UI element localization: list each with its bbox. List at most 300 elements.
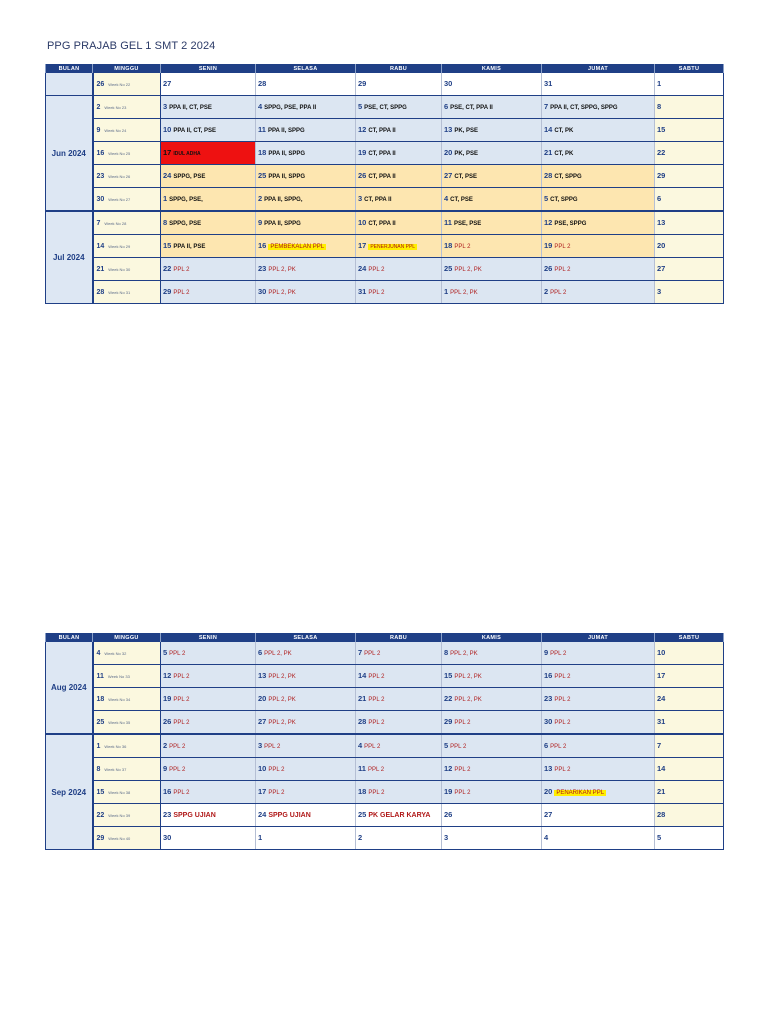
week-number: 25 — [96, 719, 105, 726]
day-number: 26 — [163, 717, 172, 726]
day-event: PPA II, SPPG — [264, 221, 301, 227]
saturday-cell — [655, 142, 724, 165]
day-number: 14 — [358, 671, 367, 680]
saturday-cell — [655, 211, 724, 235]
saturday-cell — [655, 73, 724, 96]
week-cell — [93, 119, 161, 142]
day-event: CT, PPA II — [368, 174, 396, 180]
day-cell — [161, 165, 256, 188]
day-cell — [356, 734, 442, 758]
week-label: Week No 24 — [104, 128, 127, 133]
day-cell-holiday — [161, 142, 256, 165]
saturday-cell — [655, 119, 724, 142]
day-cell — [356, 211, 442, 235]
saturday-cell — [655, 781, 724, 804]
day-number: 17 — [657, 671, 666, 680]
week-number: 7 — [96, 220, 101, 227]
day-event: CT, PK — [554, 128, 574, 134]
day-number: 10 — [657, 648, 666, 657]
col-header-jumat: JUMAT — [542, 633, 655, 642]
day-cell — [161, 73, 256, 96]
col-header-selasa: SELASA — [256, 633, 356, 642]
day-cell — [161, 211, 256, 235]
saturday-cell — [655, 734, 724, 758]
day-number: 13 — [544, 764, 553, 773]
col-header-minggu: MINGGU — [93, 633, 161, 642]
day-number: 9 — [163, 764, 168, 773]
day-cell — [356, 235, 442, 258]
day-cell — [161, 235, 256, 258]
week-number: 21 — [96, 266, 105, 273]
week-label: Week No 30 — [108, 267, 131, 272]
day-cell — [542, 665, 655, 688]
day-number: 29 — [163, 287, 172, 296]
day-number: 21 — [358, 694, 367, 703]
day-event: PPL 2 — [173, 790, 190, 796]
day-number: 13 — [657, 218, 666, 227]
day-event: PPL 2 — [368, 720, 385, 726]
day-number: 17 — [258, 787, 267, 796]
day-number: 16 — [544, 671, 553, 680]
page-title: PPG PRAJAB GEL 1 SMT 2 2024 — [47, 40, 216, 52]
table-row — [46, 734, 724, 758]
day-cell — [256, 688, 356, 711]
header-row — [46, 64, 724, 73]
day-number: 8 — [163, 218, 168, 227]
day-cell — [542, 96, 655, 119]
day-event: PPL 2 — [550, 290, 567, 296]
day-cell — [356, 258, 442, 281]
day-event: PPL 2 — [554, 720, 571, 726]
day-event: SPPG, PSE — [173, 174, 206, 180]
day-event: PPL 2 — [169, 767, 186, 773]
table-row — [46, 73, 724, 96]
day-event: PPL 2 — [554, 697, 571, 703]
day-cell — [542, 258, 655, 281]
day-number: 27 — [544, 810, 553, 819]
highlight-event: PEMBEKALAN PPL — [270, 244, 325, 250]
day-number: 7 — [358, 648, 363, 657]
day-event: PPL 2 — [173, 290, 190, 296]
day-cell — [442, 165, 542, 188]
day-number: 27 — [258, 717, 267, 726]
table-row — [46, 211, 724, 235]
day-number: 29 — [444, 717, 453, 726]
day-number: 2 — [358, 833, 363, 842]
day-event: PSE, SPPG — [554, 221, 587, 227]
day-number: 13 — [258, 671, 267, 680]
day-number: 12 — [544, 218, 553, 227]
table-row — [46, 258, 724, 281]
day-event: CT, PSE — [454, 174, 478, 180]
week-number: 14 — [96, 243, 105, 250]
day-event: PPL 2 — [173, 697, 190, 703]
saturday-cell — [655, 188, 724, 212]
day-event: PPL 2 — [368, 790, 385, 796]
day-event: PPL 2 — [454, 790, 471, 796]
day-cell — [161, 734, 256, 758]
calendar-table-jun-jul — [45, 64, 724, 304]
week-label: Week No 31 — [108, 290, 131, 295]
day-event: PSE, PSE — [453, 221, 482, 227]
week-label: Week No 28 — [104, 221, 127, 226]
day-number: 31 — [544, 79, 553, 88]
day-cell — [356, 281, 442, 304]
week-cell — [93, 688, 161, 711]
day-event: CT, PPA II — [364, 197, 392, 203]
day-event: PPL 2, PK — [454, 267, 482, 273]
day-cell — [356, 804, 442, 827]
day-event: PSE, CT, SPPG — [364, 105, 407, 111]
day-number: 8 — [657, 102, 662, 111]
day-cell — [442, 96, 542, 119]
day-number: 25 — [444, 264, 453, 273]
week-number: 2 — [96, 104, 101, 111]
day-number: 15 — [657, 125, 666, 134]
day-number: 18 — [358, 787, 367, 796]
week-label: Week No 36 — [104, 744, 127, 749]
week-cell — [93, 804, 161, 827]
week-number: 9 — [96, 127, 101, 134]
day-event: CT, PPA II — [368, 221, 396, 227]
day-number: 3 — [163, 102, 168, 111]
table-row — [46, 827, 724, 850]
week-number: 26 — [96, 81, 105, 88]
day-number: 6 — [444, 102, 449, 111]
month-cell — [46, 73, 93, 96]
col-header-kamis: KAMIS — [442, 633, 542, 642]
day-cell — [256, 96, 356, 119]
week-label: Week No 29 — [108, 244, 131, 249]
day-event: PPL 2 — [554, 244, 571, 250]
day-number: 23 — [163, 810, 172, 819]
day-event: PPL 2, PK — [450, 651, 478, 657]
day-cell — [356, 827, 442, 850]
day-cell — [161, 188, 256, 212]
day-event: PPL 2, PK — [264, 651, 292, 657]
day-number: 20 — [258, 694, 267, 703]
day-number: 24 — [163, 171, 172, 180]
day-number: 27 — [444, 171, 453, 180]
day-number: 2 — [163, 741, 168, 750]
day-cell — [256, 711, 356, 735]
day-number: 27 — [163, 79, 172, 88]
day-cell — [356, 119, 442, 142]
day-number: 3 — [444, 833, 449, 842]
day-cell — [442, 804, 542, 827]
header-row — [46, 633, 724, 642]
day-cell — [442, 642, 542, 665]
exam-event: SPPG UJIAN — [268, 812, 311, 819]
day-number: 3 — [657, 287, 662, 296]
day-cell — [442, 711, 542, 735]
col-header-senin: SENIN — [161, 64, 256, 73]
week-cell — [93, 73, 161, 96]
week-cell — [93, 188, 161, 212]
week-number: 4 — [96, 650, 101, 657]
day-event: PPL 2, PK — [268, 290, 296, 296]
day-cell — [161, 281, 256, 304]
day-event: PPL 2 — [268, 790, 285, 796]
month-cell: Sep 2024 — [46, 734, 93, 850]
day-cell — [161, 758, 256, 781]
day-cell — [542, 804, 655, 827]
week-number: 29 — [96, 835, 105, 842]
week-number: 16 — [96, 150, 105, 157]
day-event: PPL 2, PK — [454, 697, 482, 703]
day-cell — [442, 142, 542, 165]
day-cell — [356, 758, 442, 781]
day-cell — [442, 781, 542, 804]
day-event: PPA II, SPPG — [268, 151, 306, 157]
day-number: 10 — [163, 125, 172, 134]
day-number: 8 — [444, 648, 449, 657]
day-cell — [356, 188, 442, 212]
day-cell — [356, 73, 442, 96]
day-event: PPL 2 — [173, 720, 190, 726]
day-number: 30 — [444, 79, 453, 88]
week-label: Week No 38 — [108, 790, 131, 795]
day-event: PPL 2 — [554, 267, 571, 273]
day-event: PPL 2, PK — [268, 267, 296, 273]
day-event: PPA II, SPPG — [268, 174, 306, 180]
day-number: 12 — [444, 764, 453, 773]
day-number: 28 — [358, 717, 367, 726]
col-header-rabu: RABU — [356, 64, 442, 73]
day-number: 29 — [358, 79, 367, 88]
day-event: PPL 2 — [368, 267, 385, 273]
day-number: 26 — [444, 810, 453, 819]
saturday-cell — [655, 165, 724, 188]
day-cell — [442, 73, 542, 96]
day-number: 4 — [544, 833, 549, 842]
day-event: PPL 2 — [368, 674, 385, 680]
saturday-cell — [655, 642, 724, 665]
day-event: PPA II, PSE — [173, 244, 206, 250]
day-number: 10 — [358, 218, 367, 227]
day-event: PK, PSE — [454, 128, 479, 134]
day-cell — [256, 235, 356, 258]
day-number: 30 — [544, 717, 553, 726]
day-event: PPL 2 — [554, 767, 571, 773]
week-number: 15 — [96, 789, 105, 796]
day-event: PPL 2, PK — [268, 697, 296, 703]
day-cell — [442, 258, 542, 281]
day-number: 18 — [444, 241, 453, 250]
day-cell — [256, 758, 356, 781]
day-number: 1 — [657, 79, 662, 88]
table-row — [46, 642, 724, 665]
day-number: 19 — [544, 241, 553, 250]
month-cell: Jul 2024 — [46, 211, 93, 304]
calendar-table-aug-sep — [45, 633, 724, 850]
day-number: 25 — [358, 810, 367, 819]
week-number: 8 — [96, 766, 101, 773]
day-cell — [542, 211, 655, 235]
day-event: PPL 2 — [454, 767, 471, 773]
day-event: CT, PPA II — [368, 128, 396, 134]
day-cell — [542, 281, 655, 304]
day-number: 25 — [258, 171, 267, 180]
holiday-event: IDUL ADHA — [173, 151, 201, 157]
week-cell — [93, 165, 161, 188]
day-cell — [442, 281, 542, 304]
day-number: 20 — [444, 148, 453, 157]
week-cell — [93, 827, 161, 850]
day-event: PPL 2 — [450, 744, 467, 750]
day-number: 31 — [358, 287, 367, 296]
day-event: SPPG, PSE, PPA II — [264, 105, 317, 111]
day-cell — [161, 119, 256, 142]
day-number: 22 — [163, 264, 172, 273]
day-event: PPL 2 — [454, 244, 471, 250]
day-cell — [356, 142, 442, 165]
day-cell — [256, 642, 356, 665]
day-cell — [161, 688, 256, 711]
day-cell — [356, 665, 442, 688]
day-cell — [442, 758, 542, 781]
day-cell — [356, 781, 442, 804]
day-cell — [161, 642, 256, 665]
week-label: Week No 27 — [108, 197, 131, 202]
day-cell — [442, 688, 542, 711]
week-cell — [93, 642, 161, 665]
day-number: 16 — [163, 787, 172, 796]
day-number: 4 — [444, 194, 449, 203]
day-event: PPL 2, PK — [268, 674, 296, 680]
table-row — [46, 665, 724, 688]
col-header-bulan: BULAN — [46, 633, 93, 642]
day-number: 13 — [444, 125, 453, 134]
exam-event: SPPG UJIAN — [173, 812, 216, 819]
week-number: 1 — [96, 743, 101, 750]
week-cell — [93, 711, 161, 735]
day-event: PPA II, SPPG, — [264, 197, 303, 203]
day-cell — [542, 73, 655, 96]
day-number: 6 — [258, 648, 263, 657]
day-cell — [256, 119, 356, 142]
saturday-cell — [655, 688, 724, 711]
day-event: PPA II, CT, PSE — [173, 128, 217, 134]
day-number: 16 — [258, 241, 267, 250]
day-number: 28 — [657, 810, 666, 819]
day-event: PPL 2 — [264, 744, 281, 750]
day-cell — [442, 211, 542, 235]
week-label: Week No 35 — [108, 720, 131, 725]
week-label: Week No 32 — [104, 651, 127, 656]
day-number: 26 — [544, 264, 553, 273]
highlight-event: PENERJUNAN PPL — [370, 244, 416, 250]
col-header-bulan: BULAN — [46, 64, 93, 73]
day-number: 28 — [258, 79, 267, 88]
day-cell — [542, 235, 655, 258]
day-number: 5 — [657, 833, 662, 842]
week-cell — [93, 211, 161, 235]
day-event: SPPG, PSE, — [169, 197, 203, 203]
day-event: PPL 2, PK — [454, 674, 482, 680]
day-number: 11 — [258, 125, 266, 134]
day-event: PPL 2 — [173, 267, 190, 273]
day-cell — [356, 711, 442, 735]
day-number: 22 — [444, 694, 453, 703]
saturday-cell — [655, 258, 724, 281]
table-row — [46, 804, 724, 827]
week-cell — [93, 665, 161, 688]
day-event: PPL 2 — [169, 744, 186, 750]
day-cell — [161, 258, 256, 281]
day-number: 12 — [358, 125, 367, 134]
week-cell — [93, 758, 161, 781]
day-event: PPL 2, PK — [268, 720, 296, 726]
day-event: PPL 2 — [364, 744, 381, 750]
day-number: 28 — [544, 171, 553, 180]
day-number: 24 — [657, 694, 666, 703]
col-header-rabu: RABU — [356, 633, 442, 642]
col-header-jumat: JUMAT — [542, 64, 655, 73]
day-event: CT, PK — [554, 151, 574, 157]
day-cell — [256, 142, 356, 165]
saturday-cell — [655, 665, 724, 688]
day-event: PPL 2 — [554, 674, 571, 680]
day-number: 17 — [358, 241, 367, 250]
month-cell: Jun 2024 — [46, 96, 93, 212]
day-number: 2 — [258, 194, 263, 203]
week-cell — [93, 281, 161, 304]
col-header-sabtu: SABTU — [655, 633, 724, 642]
day-cell — [542, 688, 655, 711]
week-cell — [93, 734, 161, 758]
col-header-minggu: MINGGU — [93, 64, 161, 73]
day-number: 22 — [657, 148, 666, 157]
week-cell — [93, 781, 161, 804]
day-number: 18 — [258, 148, 267, 157]
saturday-cell — [655, 96, 724, 119]
day-cell — [542, 827, 655, 850]
table-row — [46, 96, 724, 119]
day-event: PPL 2 — [364, 651, 381, 657]
day-number: 7 — [657, 741, 662, 750]
day-cell — [256, 281, 356, 304]
day-cell — [542, 711, 655, 735]
table-row — [46, 281, 724, 304]
day-number: 3 — [258, 741, 263, 750]
day-number: 5 — [544, 194, 549, 203]
week-cell — [93, 235, 161, 258]
saturday-cell — [655, 804, 724, 827]
day-cell — [256, 73, 356, 96]
day-cell — [542, 734, 655, 758]
day-event: PPL 2, PK — [450, 290, 478, 296]
week-number: 23 — [96, 173, 105, 180]
day-cell — [161, 665, 256, 688]
day-cell — [542, 119, 655, 142]
day-cell — [356, 165, 442, 188]
day-event: PPL 2 — [169, 651, 186, 657]
week-number: 11 — [96, 673, 104, 680]
day-cell — [442, 665, 542, 688]
day-event: PPL 2 — [368, 290, 385, 296]
day-cell — [161, 711, 256, 735]
saturday-cell — [655, 281, 724, 304]
week-label: Week No 37 — [104, 767, 127, 772]
day-cell — [542, 642, 655, 665]
day-number: 12 — [163, 671, 172, 680]
day-number: 9 — [258, 218, 263, 227]
day-cell — [256, 827, 356, 850]
day-number: 4 — [258, 102, 263, 111]
day-cell — [356, 688, 442, 711]
day-cell — [542, 781, 655, 804]
